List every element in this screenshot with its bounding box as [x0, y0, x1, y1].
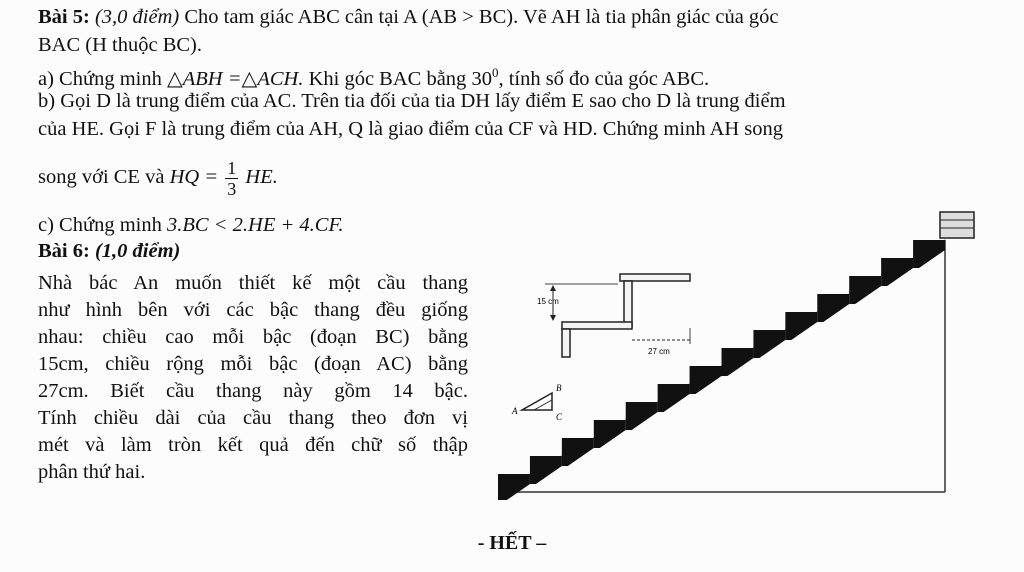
- inset-top-tread: [620, 274, 690, 281]
- staircase-figure: [490, 200, 990, 500]
- fraction-one-third: [225, 158, 238, 199]
- step-detail-inset: [537, 274, 690, 357]
- stair-step: [817, 294, 849, 322]
- height-label: 15 cm: [537, 297, 559, 306]
- bai5-part-b-3: [38, 158, 278, 199]
- height-arrow-head-up: [550, 285, 556, 291]
- bai6-line-1: Nhà bác An muốn thiết kế một cầu thang: [38, 272, 468, 294]
- step-group: [498, 240, 945, 500]
- bai5-heading: Bài 5:: [38, 6, 90, 28]
- bai5-part-b-1: b) Gọi D là trung điểm của AC. Trên tia đối của tia DH lấy điểm E sao cho D là trung điểm: [38, 90, 786, 112]
- fraction-denominator: 3: [227, 179, 237, 199]
- bai5-intro-2: BAC (H thuộc BC).: [38, 34, 202, 56]
- bai5-intro-1: Cho tam giác ABC cân tại A (AB > BC). Vẽ AH là tia phân giác của góc: [184, 6, 779, 28]
- part-b-3-lhs: HQ =: [169, 166, 219, 189]
- stair-step: [722, 348, 754, 376]
- stair-step: [626, 402, 658, 430]
- bai6-heading: Bài 6:: [38, 240, 90, 262]
- stair-step: [753, 330, 785, 358]
- triangle-abc: [511, 383, 563, 422]
- bai6-line-8: phân thứ hai.: [38, 461, 146, 483]
- bai6-line-4: 15cm, chiều rộng mỗi bậc (đoạn AC) bằng: [38, 353, 468, 375]
- stair-step: [913, 240, 945, 268]
- bai6-line-2: như hình bên với các bậc thang đều giống: [38, 299, 468, 321]
- bai6-points: (1,0 điểm): [94, 240, 181, 262]
- inset-lower-tread: [562, 322, 632, 329]
- triangle-shape: [522, 393, 552, 410]
- width-label: 27 cm: [648, 347, 670, 356]
- stair-step: [594, 420, 626, 448]
- bai5-part-c: [38, 212, 343, 238]
- bai6-line-3: nhau: chiều cao mỗi bậc (đoạn BC) bằng: [38, 326, 468, 348]
- height-arrow-head-down: [550, 315, 556, 321]
- stair-step: [690, 366, 722, 394]
- stair-step: [785, 312, 817, 340]
- part-a-question: , tính số đo của góc ABC.: [498, 67, 710, 90]
- stair-step: [658, 384, 690, 412]
- stair-step: [530, 456, 562, 484]
- point-b-label: B: [556, 383, 562, 393]
- part-a-mid: Khi góc BAC bằng: [308, 67, 467, 90]
- bai6-title: [38, 238, 180, 264]
- part-c-math: 3.BC < 2.HE + 4.CF.: [166, 214, 344, 236]
- top-landing: [940, 212, 974, 238]
- part-a-label: a) Chứng minh: [38, 67, 162, 90]
- stair-step: [881, 258, 913, 286]
- part-b-3-rhs: HE.: [245, 166, 278, 189]
- bai6-line-7: mét và làm tròn kết quả đến chữ số thập: [38, 434, 468, 456]
- part-c-label: c) Chứng minh: [38, 214, 162, 236]
- point-c-label: C: [556, 412, 563, 422]
- inset-riser: [624, 281, 632, 327]
- part-a-math: △ABH =△ACH.: [166, 67, 304, 90]
- bai5-part-b-2: của HE. Gọi F là trung điểm của AH, Q là giao điểm của CF và HD. Chứng minh AH song: [38, 118, 784, 140]
- bai5-line-1: [38, 4, 779, 30]
- stair-step: [562, 438, 594, 466]
- inset-lower-riser: [562, 329, 570, 357]
- bai6-line-6: Tính chiều dài của cầu thang theo đơn vị: [38, 407, 468, 429]
- fraction-numerator: 1: [227, 158, 237, 178]
- bai5-points: (3,0 điểm): [94, 6, 180, 28]
- bai6-line-5: 27cm. Biết cầu thang này gồm 14 bậc.: [38, 380, 468, 402]
- point-a-label: A: [512, 406, 518, 416]
- stair-step: [849, 276, 881, 304]
- end-marker: - HẾT –: [477, 532, 547, 554]
- stair-step: [498, 474, 530, 500]
- part-b-3-text: song với CE và: [38, 166, 165, 189]
- part-a-angle: $30^0$: [471, 65, 499, 90]
